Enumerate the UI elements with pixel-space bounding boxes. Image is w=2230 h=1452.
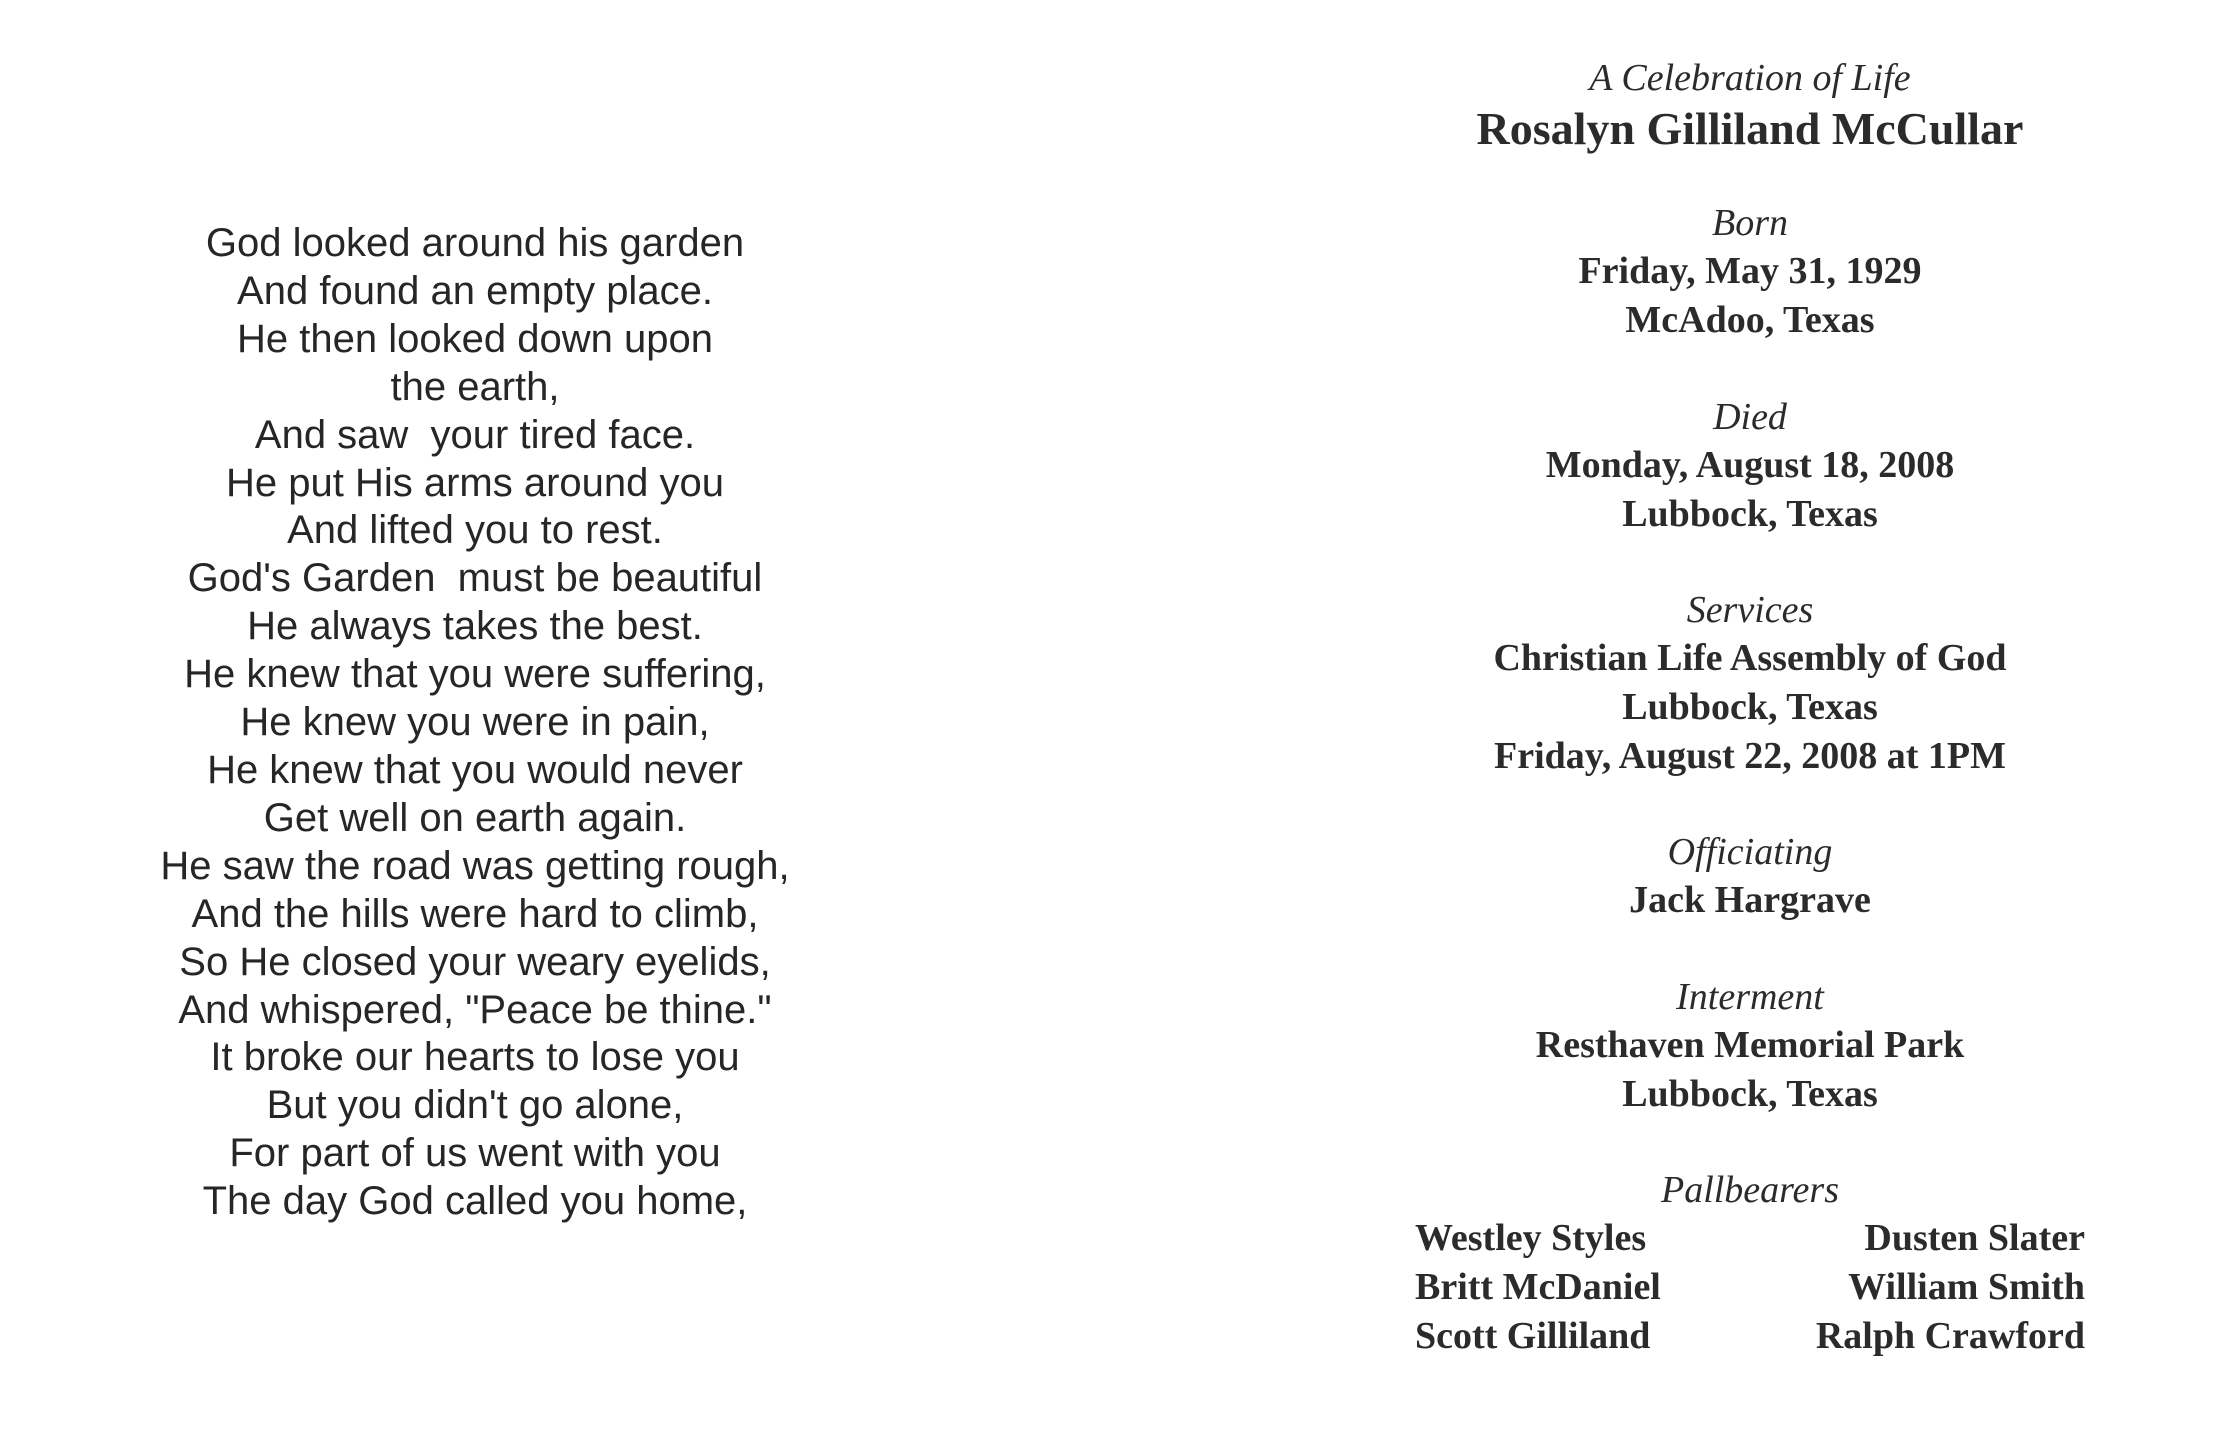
pallbearer-name: Dusten Slater (1864, 1217, 2085, 1259)
poem-line: He knew you were in pain, (240, 700, 710, 745)
memorial-poem (110, 220, 840, 1226)
poem-line: It broke our hearts to lose you (210, 1035, 740, 1080)
born-place: McAdoo, Texas (1625, 299, 1875, 341)
officiating-section (1370, 828, 2130, 925)
born-section (1370, 199, 2130, 345)
poem-line: He put His arms around you (225, 460, 724, 505)
poem-line: And whispered, "Peace be thine." (178, 987, 772, 1032)
interment-place: Resthaven Memorial Park (1535, 1024, 1965, 1066)
poem-line: But you didn't go alone, (266, 1083, 684, 1128)
poem-line: The day God called you home, (202, 1179, 748, 1224)
pallbearers-right-column (1750, 1214, 2085, 1361)
services-section (1370, 586, 2130, 781)
pallbearers-list (1415, 1214, 2085, 1361)
poem-line: He always takes the best. (247, 604, 703, 649)
poem-line: And lifted you to rest. (287, 508, 663, 553)
services-datetime: Friday, August 22, 2008 at 1PM (1494, 735, 2006, 777)
pallbearer-name: Ralph Crawford (1815, 1315, 2085, 1357)
pallbearer-name: Britt McDaniel (1415, 1266, 1661, 1308)
pallbearers-left-column (1415, 1214, 1750, 1361)
died-section (1370, 393, 2130, 539)
poem-line: God's Garden must be beautiful (187, 556, 763, 601)
pallbearers-section (1370, 1166, 2130, 1361)
services-venue: Christian Life Assembly of God (1493, 637, 2007, 679)
poem-line: He saw the road was getting rough, (160, 843, 790, 888)
born-label: Born (1712, 202, 1788, 244)
poem-line: Get well on earth again. (263, 795, 687, 840)
program-headline: A Celebration of Life (1589, 57, 1911, 99)
poem-line: So He closed your weary eyelids, (179, 939, 771, 984)
pallbearer-name: Scott Gilliland (1415, 1315, 1651, 1357)
interment-label: Interment (1676, 976, 1824, 1018)
died-label: Died (1713, 396, 1787, 438)
poem-line: He then looked down upon (237, 316, 713, 361)
pallbearer-name: William Smith (1848, 1266, 2085, 1308)
deceased-name: Rosalyn Gilliland McCullar (1476, 103, 2024, 154)
poem-line: And the hills were hard to climb, (191, 891, 759, 936)
poem-line: And saw your tired face. (254, 412, 696, 457)
born-date: Friday, May 31, 1929 (1578, 250, 1922, 292)
interment-city: Lubbock, Texas (1622, 1073, 1878, 1115)
interment-section (1370, 973, 2130, 1119)
poem-line: For part of us went with you (229, 1131, 721, 1176)
pallbearers-label: Pallbearers (1660, 1169, 1839, 1211)
poem-line: He knew that you would never (207, 747, 743, 792)
poem-line: He knew that you were suffering, (184, 652, 766, 697)
died-place: Lubbock, Texas (1622, 493, 1878, 535)
pallbearer-name: Westley Styles (1415, 1217, 1647, 1259)
officiant-name: Jack Hargrave (1629, 879, 1871, 921)
officiating-label: Officiating (1667, 831, 1833, 873)
services-label: Services (1686, 589, 1814, 631)
services-city: Lubbock, Texas (1622, 686, 1878, 728)
poem-line: God looked around his garden (205, 221, 745, 265)
poem-line: the earth, (390, 364, 560, 409)
service-program (1370, 55, 2130, 1361)
died-date: Monday, August 18, 2008 (1545, 444, 1955, 486)
poem-line: And found an empty place. (237, 268, 713, 313)
